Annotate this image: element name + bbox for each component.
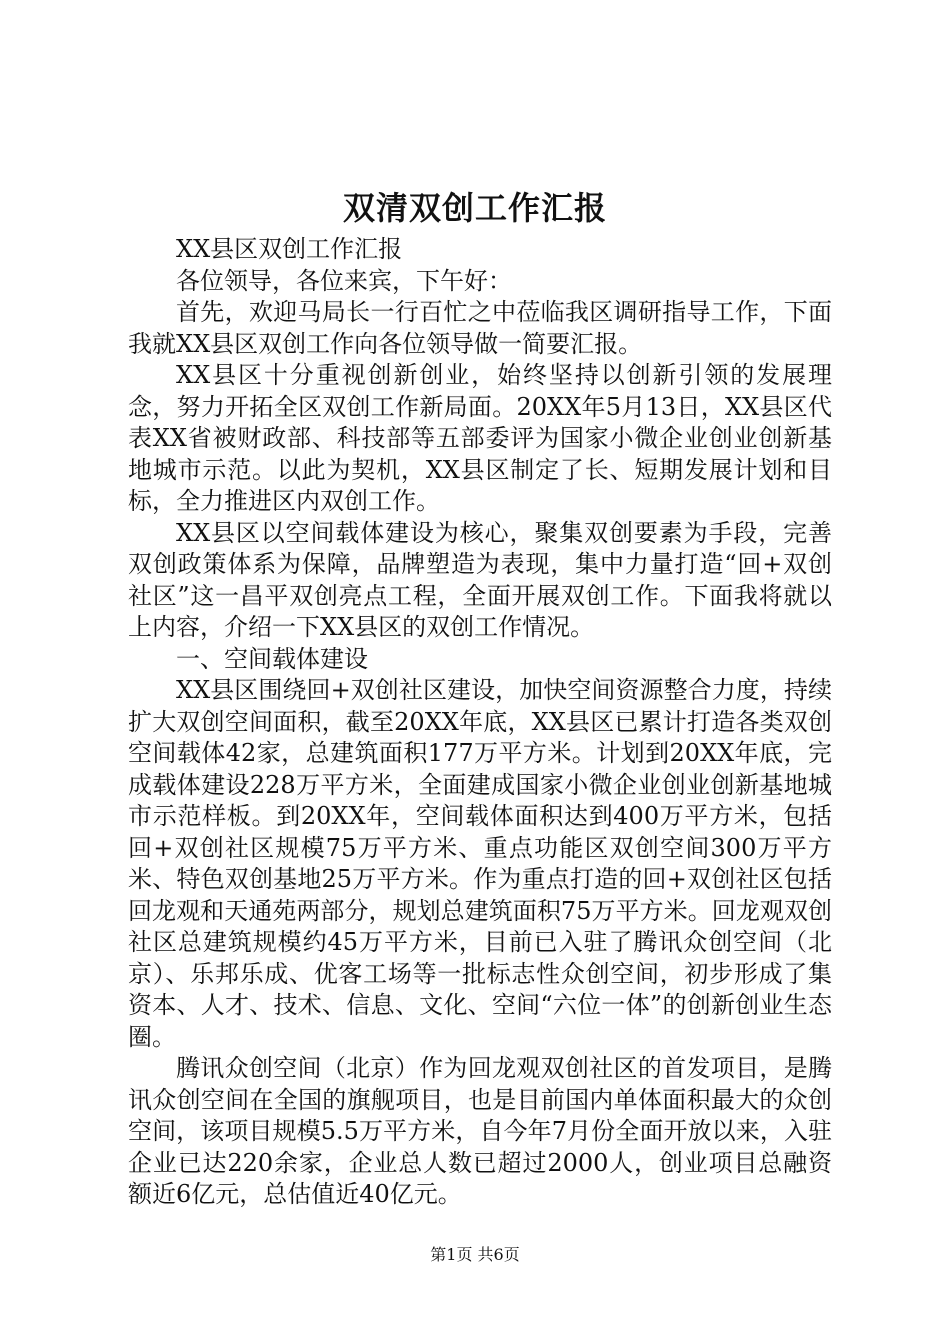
section-heading-space: 一、空间载体建设 (176, 644, 368, 673)
paragraph-strategy: XX县区以空间载体建设为核心，聚集双创要素为手段，完善双创政策体系为保障，品牌塑造为表现，集中力量打造“回+双创社区”这一昌平双创亮点工程，全面开展双创工作。下面我将就以上内容，介绍一下XX县区的双创工作情况。 (128, 518, 832, 641)
document-body (128, 234, 832, 1211)
paragraph-space-construction: XX县区围绕回+双创社区建设，加快空间资源整合力度，持续扩大双创空间面积，截至20XX年底，XX县区已累计打造各类双创空间载体42家，总建筑面积177万平方米。计划到20XX年底，完成载体建设228万平方米，全面建成国家小微企业创业创新基地城市示范样板。到20XX年，空间载体面积达到400万平方米，包括回+双创社区规模75万平方米、重点功能区双创空间300万平方米、特色双创基地25万平方米。作为重点打造的回+双创社区包括回龙观和天通苑两部分，规划总建筑面积75万平方米。回龙观双创社区总建筑规模约45万平方米，目前已入驻了腾讯众创空间（北京）、乐邦乐成、优客工场等一批标志性众创空间，初步形成了集资本、人才、技术、信息、文化、空间“六位一体”的创新创业生态圈。 (128, 676, 832, 1051)
document-title: 双清双创工作汇报 (342, 189, 607, 227)
page-number: 第1页 共6页 (430, 1245, 520, 1264)
paragraph-greeting: 各位领导，各位来宾，下午好： (176, 266, 512, 295)
paragraph-tencent-space: 腾讯众创空间（北京）作为回龙观双创社区的首发项目，是腾讯众创空间在全国的旗舰项目，也是目前国内单体面积最大的众创空间，该项目规模5.5万平方米，自今年7月份全面开放以来，入驻企业已达220余家，企业总人数已超过2000人，创业项目总融资额近6亿元，总估值近40亿元。 (128, 1054, 832, 1208)
paragraph-overview: XX县区十分重视创新创业，始终坚持以创新引领的发展理念，努力开拓全区双创工作新局面。20XX年5月13日，XX县区代表XX省被财政部、科技部等五部委评为国家小微企业创业创新基地城市示范。以此为契机，XX县区制定了长、短期发展计划和目标，全力推进区内双创工作。 (128, 361, 832, 515)
paragraph-welcome: 首先，欢迎马局长一行百忙之中莅临我区调研指导工作，下面我就XX县区双创工作向各位领导做一简要汇报。 (128, 298, 832, 358)
paragraph-heading: XX县区双创工作汇报 (176, 235, 403, 263)
